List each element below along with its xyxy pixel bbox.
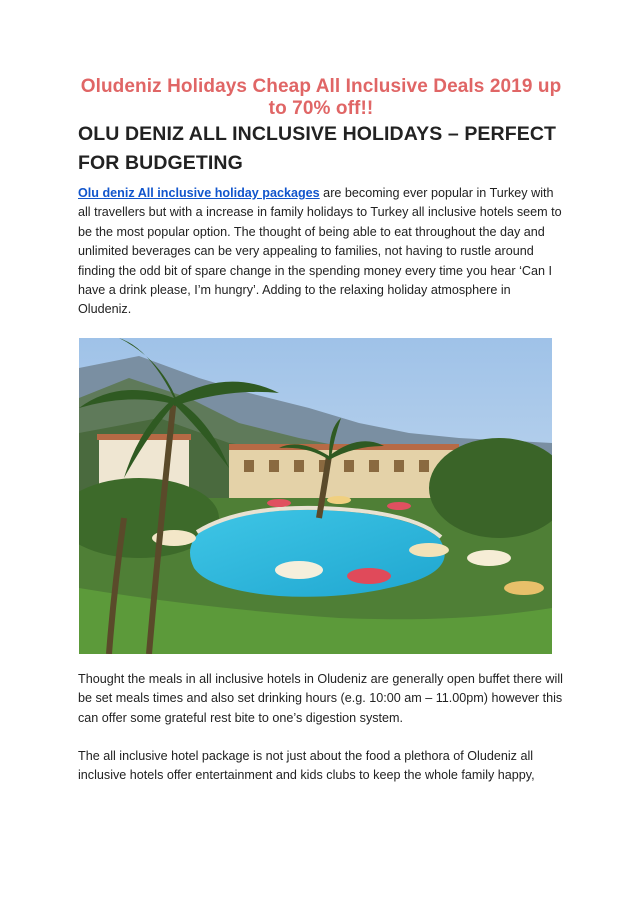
entertainment-paragraph: The all inclusive hotel package is not just about the food a plethora of Oludeniz all inclusive hotels offer entertainment and kids clubs to keep the whole family happy, <box>78 749 535 783</box>
document-title: Oludeniz Holidays Cheap All Inclusive Deals 2019 up to 70% off!! <box>80 76 562 119</box>
resort-pool-photo <box>79 338 552 654</box>
document-body <box>78 76 564 320</box>
meals-paragraph: Thought the meals in all inclusive hotels in Oludeniz are generally open buffet there will be set meals times and also set drinking hours (e.g. 10:00 am – 11.00pm) however this can offer some grateful rest bite to one’s digestion system. <box>78 672 563 725</box>
holiday-packages-link[interactable]: Olu deniz All inclusive holiday packages <box>78 186 320 200</box>
intro-text: are becoming ever popular in Turkey with all travellers but with a increase in family holidays to Turkey all inclusive hotels seem to be the most popular option. The thought of being able to eat throughout the day and unlimited beverages can be very appealing to families, not having to rustle around finding the odd bit of spare change in the spending money every time you hear ‘Can I have a drink please, I’m hungry’. Adding to the relaxing holiday atmosphere in Oludeniz. <box>78 186 562 317</box>
intro-paragraph <box>78 184 564 320</box>
section-heading: OLU DENIZ ALL INCLUSIVE HOLIDAYS – PERFECT FOR BUDGETING <box>78 123 557 174</box>
